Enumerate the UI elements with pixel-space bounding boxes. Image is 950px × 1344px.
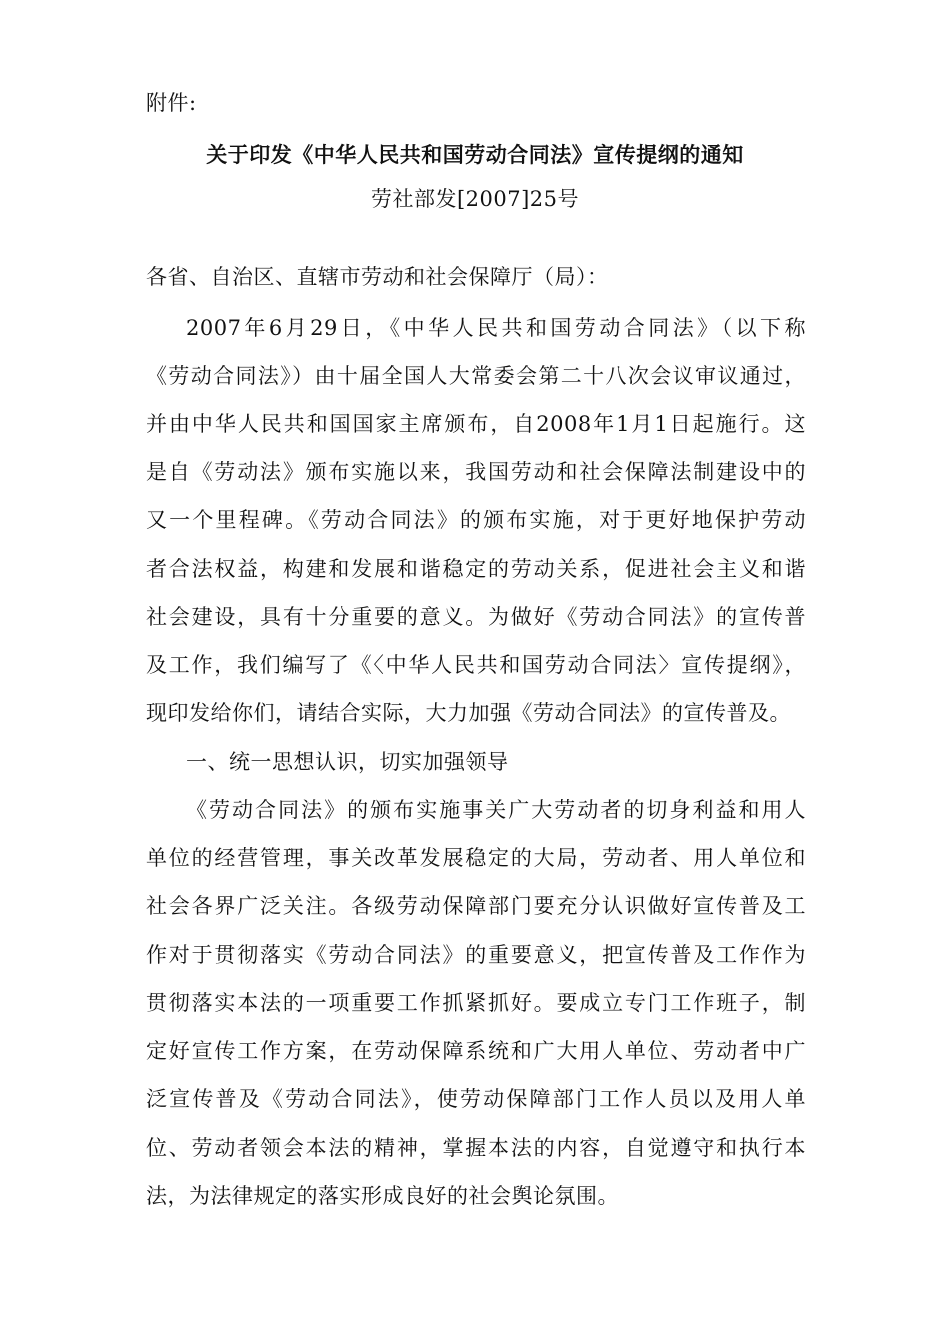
paragraph-line: 法，为法律规定的落实形成良好的社会舆论氛围。 bbox=[146, 1184, 619, 1208]
paragraph-line: 者合法权益，构建和发展和谐稳定的劳动关系，促进社会主义和谐 bbox=[146, 557, 806, 581]
paragraph-line: 现印发给你们，请结合实际，大力加强《劳动合同法》的宣传普及。 bbox=[146, 701, 791, 725]
paragraph-line: 《劳动合同法》）由十届全国人大常委会第二十八次会议审议通过， bbox=[146, 364, 806, 388]
paragraph-line: 贯彻落实本法的一项重要工作抓紧抓好。要成立专门工作班子，制 bbox=[146, 991, 806, 1015]
paragraph-line: 泛宣传普及《劳动合同法》，使劳动保障部门工作人员以及用人单 bbox=[146, 1087, 806, 1111]
paragraph-line: 单位的经营管理，事关改革发展稳定的大局，劳动者、用人单位和 bbox=[146, 846, 806, 870]
paragraph-line: 及工作，我们编写了《〈中华人民共和国劳动合同法〉宣传提纲》， bbox=[146, 653, 806, 677]
paragraph-line: 又一个里程碑。《劳动合同法》的颁布实施，对于更好地保护劳动 bbox=[146, 508, 806, 532]
paragraph-line: 作对于贯彻落实《劳动合同法》的重要意义，把宣传普及工作作为 bbox=[146, 943, 806, 967]
paragraph-line: 位、劳动者领会本法的精神，掌握本法的内容，自觉遵守和执行本 bbox=[146, 1136, 806, 1160]
document-number: 劳社部发[2007]25号 bbox=[370, 187, 580, 211]
paragraph-line: 社会建设，具有十分重要的意义。为做好《劳动合同法》的宣传普 bbox=[146, 605, 806, 629]
paragraph-line: 2007年6月29日，《中华人民共和国劳动合同法》（以下称 bbox=[186, 316, 806, 340]
paragraph-line: 定好宣传工作方案，在劳动保障系统和广大用人单位、劳动者中广 bbox=[146, 1039, 806, 1063]
paragraph-line: 是自《劳动法》颁布实施以来，我国劳动和社会保障法制建设中的 bbox=[146, 460, 806, 484]
paragraph-line: 并由中华人民共和国国家主席颁布，自2008年1月1日起施行。这 bbox=[146, 412, 806, 436]
paragraph-line: 《劳动合同法》的颁布实施事关广大劳动者的切身利益和用人 bbox=[186, 798, 806, 822]
salutation: 各省、自治区、直辖市劳动和社会保障厅（局）： bbox=[146, 265, 609, 289]
attachment-label: 附件: bbox=[146, 91, 197, 115]
paragraph-line: 社会各界广泛关注。各级劳动保障部门要充分认识做好宣传普及工 bbox=[146, 894, 806, 918]
document-title: 关于印发《中华人民共和国劳动合同法》宣传提纲的通知 bbox=[206, 143, 744, 167]
section-heading: 一、统一思想认识，切实加强领导 bbox=[186, 750, 509, 774]
